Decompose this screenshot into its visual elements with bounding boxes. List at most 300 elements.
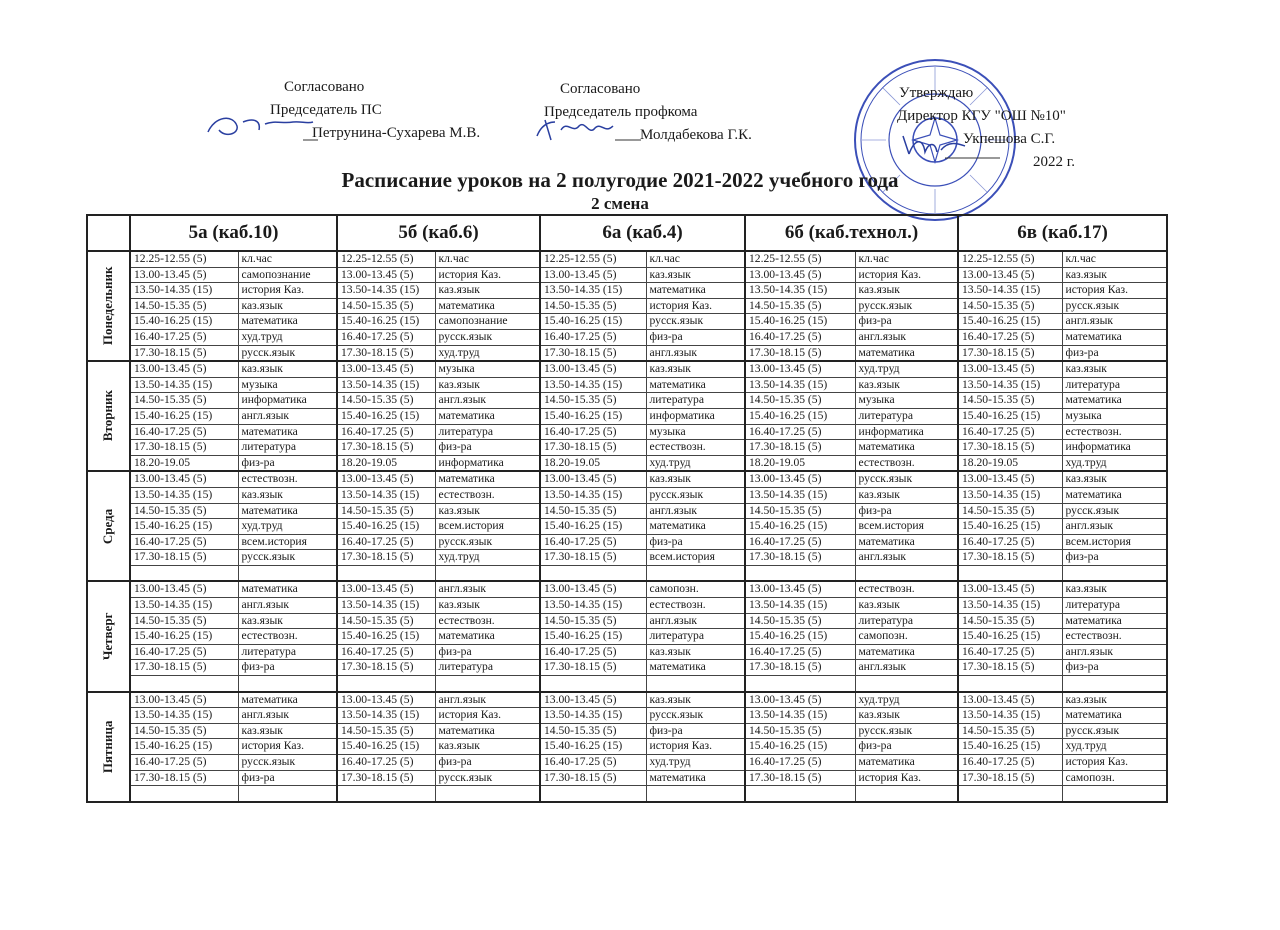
lesson-time [130, 676, 238, 692]
lesson-time: 18.20-19.05 [540, 455, 646, 471]
lesson-subject: англ.язык [1062, 519, 1167, 535]
lesson-subject: русск.язык [238, 755, 337, 771]
lesson-subject: физ-ра [238, 455, 337, 471]
lesson-time: 17.30-18.15 (5) [745, 345, 855, 361]
lesson-subject: каз.язык [1062, 471, 1167, 487]
lesson-subject: математика [1062, 329, 1167, 345]
lesson-time: 12.25-12.55 (5) [540, 251, 646, 267]
lesson-time [745, 676, 855, 692]
lesson-subject: физ-ра [435, 755, 540, 771]
lesson-subject: естествозн. [435, 613, 540, 629]
lesson-subject: самопозн. [1062, 770, 1167, 786]
lesson-time: 13.00-13.45 (5) [337, 692, 435, 708]
lesson-time: 16.40-17.25 (5) [130, 424, 238, 440]
lesson-subject: история Каз. [238, 283, 337, 299]
lesson-subject: худ.труд [1062, 455, 1167, 471]
lesson-row [87, 565, 1167, 581]
lesson-time: 13.00-13.45 (5) [337, 581, 435, 597]
lesson-time [337, 565, 435, 581]
lesson-time: 14.50-15.35 (5) [130, 723, 238, 739]
lesson-subject: математика [855, 755, 958, 771]
lesson-subject: физ-ра [238, 770, 337, 786]
lesson-time: 16.40-17.25 (5) [958, 424, 1062, 440]
lesson-time: 17.30-18.15 (5) [540, 770, 646, 786]
lesson-time: 14.50-15.35 (5) [958, 613, 1062, 629]
lesson-subject: математика [646, 660, 745, 676]
lesson-time: 17.30-18.15 (5) [337, 550, 435, 566]
lesson-subject: физ-ра [646, 723, 745, 739]
lesson-subject: физ-ра [1062, 660, 1167, 676]
lesson-subject: каз.язык [1062, 692, 1167, 708]
lesson-subject: математика [646, 283, 745, 299]
lesson-row [87, 660, 1167, 676]
lesson-time: 14.50-15.35 (5) [745, 393, 855, 409]
lesson-subject: каз.язык [855, 487, 958, 503]
lesson-subject: информатика [238, 393, 337, 409]
lesson-time: 13.50-14.35 (15) [337, 377, 435, 393]
document-subtitle: 2 смена [591, 194, 649, 213]
lesson-subject: каз.язык [646, 692, 745, 708]
lesson-subject: каз.язык [855, 598, 958, 614]
lesson-subject: естествозн. [855, 455, 958, 471]
lesson-time: 17.30-18.15 (5) [337, 770, 435, 786]
lesson-time: 13.00-13.45 (5) [337, 361, 435, 377]
schedule-body [87, 251, 1167, 802]
lesson-subject: худ.труд [435, 550, 540, 566]
lesson-row [87, 283, 1167, 299]
lesson-time: 13.50-14.35 (15) [540, 598, 646, 614]
lesson-subject: англ.язык [238, 598, 337, 614]
lesson-time [540, 676, 646, 692]
lesson-row [87, 503, 1167, 519]
lesson-time: 18.20-19.05 [130, 455, 238, 471]
lesson-row [87, 314, 1167, 330]
lesson-subject: литература [435, 660, 540, 676]
lesson-time: 15.40-16.25 (15) [337, 314, 435, 330]
lesson-time: 14.50-15.35 (5) [337, 298, 435, 314]
lesson-time: 16.40-17.25 (5) [540, 329, 646, 345]
lesson-time: 14.50-15.35 (5) [958, 393, 1062, 409]
lesson-time: 14.50-15.35 (5) [540, 613, 646, 629]
lesson-subject: история Каз. [435, 708, 540, 724]
approval-label: Согласовано [284, 79, 365, 95]
lesson-time: 13.00-13.45 (5) [540, 471, 646, 487]
lesson-subject: каз.язык [435, 283, 540, 299]
lesson-subject: русск.язык [238, 550, 337, 566]
lesson-time: 15.40-16.25 (15) [130, 739, 238, 755]
lesson-time: 13.50-14.35 (15) [745, 598, 855, 614]
lesson-time: 17.30-18.15 (5) [130, 550, 238, 566]
lesson-row [87, 440, 1167, 456]
class-header-row [87, 215, 1167, 251]
lesson-time: 13.50-14.35 (15) [540, 487, 646, 503]
lesson-subject [238, 676, 337, 692]
lesson-subject: каз.язык [646, 644, 745, 660]
lesson-subject: математика [238, 581, 337, 597]
lesson-time: 13.00-13.45 (5) [958, 692, 1062, 708]
lesson-time [958, 565, 1062, 581]
lesson-subject: литература [855, 613, 958, 629]
lesson-subject: физ-ра [435, 440, 540, 456]
lesson-subject: математика [435, 298, 540, 314]
lesson-subject: всем.история [238, 534, 337, 550]
signature-director [895, 128, 1005, 162]
lesson-time: 13.50-14.35 (15) [745, 708, 855, 724]
lesson-time: 17.30-18.15 (5) [540, 550, 646, 566]
lesson-subject: математика [435, 408, 540, 424]
lesson-row [87, 770, 1167, 786]
lesson-time: 17.30-18.15 (5) [540, 440, 646, 456]
lesson-time: 13.50-14.35 (15) [130, 377, 238, 393]
approval-position: Директор КГУ "ОШ №10" [897, 108, 1066, 124]
lesson-time: 13.00-13.45 (5) [958, 471, 1062, 487]
lesson-subject: математика [855, 644, 958, 660]
lesson-time: 17.30-18.15 (5) [540, 345, 646, 361]
lesson-subject: англ.язык [855, 329, 958, 345]
lesson-subject: математика [1062, 708, 1167, 724]
lesson-time: 16.40-17.25 (5) [337, 534, 435, 550]
lesson-subject: англ.язык [435, 393, 540, 409]
lesson-time: 14.50-15.35 (5) [130, 298, 238, 314]
lesson-time: 13.50-14.35 (15) [337, 487, 435, 503]
lesson-subject: физ-ра [855, 739, 958, 755]
lesson-subject: литература [1062, 377, 1167, 393]
lesson-time: 13.50-14.35 (15) [745, 487, 855, 503]
approval-position: Председатель профкома [544, 104, 698, 120]
lesson-time: 14.50-15.35 (5) [958, 503, 1062, 519]
lesson-subject: естествозн. [855, 581, 958, 597]
lesson-subject: русск.язык [1062, 298, 1167, 314]
lesson-time: 18.20-19.05 [337, 455, 435, 471]
lesson-subject: каз.язык [435, 598, 540, 614]
lesson-subject: худ.труд [238, 519, 337, 535]
lesson-row [87, 298, 1167, 314]
lesson-time: 16.40-17.25 (5) [958, 329, 1062, 345]
lesson-subject: история Каз. [646, 298, 745, 314]
lesson-row [87, 361, 1167, 377]
lesson-row [87, 519, 1167, 535]
lesson-subject: худ.труд [855, 692, 958, 708]
lesson-subject: физ-ра [1062, 550, 1167, 566]
lesson-time: 16.40-17.25 (5) [540, 644, 646, 660]
lesson-row [87, 723, 1167, 739]
lesson-time: 13.50-14.35 (15) [745, 283, 855, 299]
lesson-subject: история Каз. [855, 770, 958, 786]
lesson-time: 13.50-14.35 (15) [958, 283, 1062, 299]
lesson-row [87, 613, 1167, 629]
lesson-subject: физ-ра [855, 503, 958, 519]
lesson-time: 12.25-12.55 (5) [130, 251, 238, 267]
lesson-time: 13.00-13.45 (5) [130, 471, 238, 487]
lesson-subject: литература [238, 644, 337, 660]
document-title: Расписание уроков на 2 полугодие 2021-2022 учебного года [341, 168, 899, 192]
approval-label: Утверждаю [899, 85, 974, 101]
lesson-subject: каз.язык [855, 377, 958, 393]
lesson-subject: англ.язык [435, 581, 540, 597]
lesson-time: 14.50-15.35 (5) [130, 393, 238, 409]
day-label: Пятница [87, 692, 130, 802]
lesson-time [130, 786, 238, 802]
lesson-time: 17.30-18.15 (5) [958, 440, 1062, 456]
lesson-time: 16.40-17.25 (5) [540, 424, 646, 440]
lesson-time [745, 786, 855, 802]
lesson-time: 15.40-16.25 (15) [130, 629, 238, 645]
lesson-time: 16.40-17.25 (5) [130, 534, 238, 550]
lesson-time: 15.40-16.25 (15) [540, 739, 646, 755]
lesson-time: 12.25-12.55 (5) [958, 251, 1062, 267]
lesson-subject: история Каз. [238, 739, 337, 755]
lesson-subject: литература [646, 393, 745, 409]
signature-ps [203, 110, 318, 144]
lesson-subject: математика [646, 770, 745, 786]
lesson-subject [1062, 786, 1167, 802]
lesson-time: 14.50-15.35 (5) [540, 503, 646, 519]
lesson-subject [1062, 676, 1167, 692]
lesson-time: 15.40-16.25 (15) [745, 629, 855, 645]
lesson-row [87, 644, 1167, 660]
lesson-subject: худ.труд [1062, 739, 1167, 755]
lesson-subject: каз.язык [435, 503, 540, 519]
lesson-subject [855, 565, 958, 581]
lesson-time: 13.00-13.45 (5) [745, 361, 855, 377]
lesson-time: 16.40-17.25 (5) [745, 329, 855, 345]
lesson-subject: всем.история [855, 519, 958, 535]
lesson-subject: русск.язык [435, 770, 540, 786]
lesson-time: 13.50-14.35 (15) [337, 283, 435, 299]
lesson-subject: англ.язык [855, 660, 958, 676]
lesson-time: 13.50-14.35 (15) [540, 708, 646, 724]
lesson-row [87, 534, 1167, 550]
lesson-subject: математика [238, 314, 337, 330]
lesson-row [87, 424, 1167, 440]
lesson-subject: естествозн. [646, 598, 745, 614]
lesson-time: 14.50-15.35 (5) [958, 723, 1062, 739]
lesson-row [87, 471, 1167, 487]
lesson-time: 13.00-13.45 (5) [745, 692, 855, 708]
lesson-subject: русск.язык [855, 723, 958, 739]
lesson-subject: музыка [1062, 408, 1167, 424]
lesson-time: 16.40-17.25 (5) [745, 424, 855, 440]
lesson-time: 16.40-17.25 (5) [337, 329, 435, 345]
lesson-row [87, 550, 1167, 566]
lesson-time: 15.40-16.25 (15) [337, 629, 435, 645]
lesson-subject: история Каз. [1062, 283, 1167, 299]
lesson-subject: каз.язык [646, 267, 745, 283]
lesson-subject: англ.язык [855, 550, 958, 566]
lesson-subject: каз.язык [646, 361, 745, 377]
lesson-time: 15.40-16.25 (15) [540, 408, 646, 424]
lesson-time [337, 786, 435, 802]
lesson-time: 15.40-16.25 (15) [745, 314, 855, 330]
class-header: 6в (каб.17) [958, 215, 1167, 251]
lesson-subject: англ.язык [1062, 314, 1167, 330]
lesson-subject: информатика [855, 424, 958, 440]
lesson-time [540, 786, 646, 802]
lesson-time: 13.50-14.35 (15) [745, 377, 855, 393]
lesson-subject: кл.час [646, 251, 745, 267]
lesson-subject: каз.язык [238, 723, 337, 739]
lesson-subject: англ.язык [1062, 644, 1167, 660]
lesson-subject: литература [1062, 598, 1167, 614]
lesson-subject: каз.язык [1062, 581, 1167, 597]
lesson-subject: физ-ра [1062, 345, 1167, 361]
lesson-time: 13.00-13.45 (5) [540, 692, 646, 708]
lesson-time: 15.40-16.25 (15) [337, 739, 435, 755]
lesson-time: 17.30-18.15 (5) [745, 770, 855, 786]
day-label: Понедельник [87, 251, 130, 361]
lesson-row [87, 393, 1167, 409]
lesson-time: 15.40-16.25 (15) [958, 739, 1062, 755]
lesson-subject [646, 565, 745, 581]
lesson-time: 14.50-15.35 (5) [745, 723, 855, 739]
lesson-subject: естествозн. [238, 471, 337, 487]
lesson-subject [646, 786, 745, 802]
lesson-time: 13.00-13.45 (5) [745, 471, 855, 487]
lesson-time: 14.50-15.35 (5) [130, 613, 238, 629]
lesson-time: 13.00-13.45 (5) [958, 267, 1062, 283]
lesson-time: 13.00-13.45 (5) [745, 581, 855, 597]
lesson-time: 14.50-15.35 (5) [540, 298, 646, 314]
lesson-time: 18.20-19.05 [958, 455, 1062, 471]
lesson-time: 14.50-15.35 (5) [745, 613, 855, 629]
lesson-subject: физ-ра [646, 534, 745, 550]
lesson-subject: музыка [435, 361, 540, 377]
lesson-time: 13.00-13.45 (5) [540, 361, 646, 377]
lesson-subject: каз.язык [855, 283, 958, 299]
lesson-time: 14.50-15.35 (5) [540, 723, 646, 739]
schedule-table [86, 214, 1168, 803]
lesson-time: 15.40-16.25 (15) [958, 408, 1062, 424]
lesson-time [958, 786, 1062, 802]
lesson-time: 16.40-17.25 (5) [958, 534, 1062, 550]
lesson-time: 12.25-12.55 (5) [337, 251, 435, 267]
lesson-row [87, 676, 1167, 692]
lesson-subject [435, 786, 540, 802]
lesson-subject [855, 676, 958, 692]
lesson-time: 13.50-14.35 (15) [958, 708, 1062, 724]
day-label: Вторник [87, 361, 130, 471]
lesson-time: 15.40-16.25 (15) [337, 519, 435, 535]
lesson-time: 16.40-17.25 (5) [540, 755, 646, 771]
lesson-time: 16.40-17.25 (5) [540, 534, 646, 550]
class-header: 5а (каб.10) [130, 215, 337, 251]
lesson-time: 13.50-14.35 (15) [958, 377, 1062, 393]
lesson-subject [435, 676, 540, 692]
lesson-time: 13.00-13.45 (5) [540, 267, 646, 283]
lesson-subject: литература [855, 408, 958, 424]
lesson-time: 14.50-15.35 (5) [130, 503, 238, 519]
signature-profkom [533, 112, 643, 146]
lesson-time: 14.50-15.35 (5) [337, 503, 435, 519]
lesson-row [87, 251, 1167, 267]
lesson-subject: каз.язык [1062, 267, 1167, 283]
lesson-subject [646, 676, 745, 692]
lesson-time: 15.40-16.25 (15) [958, 629, 1062, 645]
lesson-subject: каз.язык [238, 361, 337, 377]
approval-date: 2022 г. [1033, 154, 1075, 170]
lesson-time: 13.50-14.35 (15) [337, 598, 435, 614]
lesson-subject: англ.язык [238, 408, 337, 424]
lesson-subject: русск.язык [646, 487, 745, 503]
lesson-row [87, 345, 1167, 361]
lesson-subject: каз.язык [238, 298, 337, 314]
lesson-subject: естествозн. [435, 487, 540, 503]
lesson-time: 13.50-14.35 (15) [130, 487, 238, 503]
day-label: Среда [87, 471, 130, 581]
lesson-subject: худ.труд [238, 329, 337, 345]
lesson-subject: худ.труд [435, 345, 540, 361]
lesson-time: 13.50-14.35 (15) [130, 598, 238, 614]
lesson-subject: математика [238, 692, 337, 708]
lesson-subject: музыка [855, 393, 958, 409]
lesson-time [958, 676, 1062, 692]
lesson-row [87, 487, 1167, 503]
lesson-time: 17.30-18.15 (5) [958, 345, 1062, 361]
lesson-time: 14.50-15.35 (5) [337, 613, 435, 629]
lesson-subject: математика [435, 723, 540, 739]
lesson-subject [1062, 565, 1167, 581]
lesson-row [87, 786, 1167, 802]
lesson-row [87, 598, 1167, 614]
lesson-time: 13.50-14.35 (15) [540, 283, 646, 299]
lesson-time: 13.50-14.35 (15) [540, 377, 646, 393]
lesson-time: 13.00-13.45 (5) [540, 581, 646, 597]
lesson-subject: англ.язык [646, 613, 745, 629]
lesson-row [87, 581, 1167, 597]
lesson-subject: математика [855, 534, 958, 550]
lesson-time: 14.50-15.35 (5) [337, 723, 435, 739]
lesson-time: 16.40-17.25 (5) [958, 755, 1062, 771]
lesson-subject: кл.час [1062, 251, 1167, 267]
lesson-subject: самопозн. [646, 581, 745, 597]
lesson-subject: естествозн. [646, 440, 745, 456]
lesson-time [337, 676, 435, 692]
approval-position: Председатель ПС [270, 102, 382, 118]
lesson-subject: кл.час [855, 251, 958, 267]
lesson-subject: русск.язык [1062, 723, 1167, 739]
lesson-subject: естествозн. [1062, 424, 1167, 440]
lesson-subject: физ-ра [646, 329, 745, 345]
lesson-time: 15.40-16.25 (15) [130, 314, 238, 330]
lesson-time: 15.40-16.25 (15) [958, 519, 1062, 535]
lesson-subject: худ.труд [646, 755, 745, 771]
lesson-time: 14.50-15.35 (5) [958, 298, 1062, 314]
lesson-time: 15.40-16.25 (15) [130, 408, 238, 424]
lesson-subject: информатика [435, 455, 540, 471]
lesson-time: 13.00-13.45 (5) [745, 267, 855, 283]
lesson-row [87, 377, 1167, 393]
lesson-subject: математика [238, 424, 337, 440]
lesson-time: 15.40-16.25 (15) [958, 314, 1062, 330]
lesson-row [87, 739, 1167, 755]
lesson-time: 17.30-18.15 (5) [130, 440, 238, 456]
lesson-time: 15.40-16.25 (15) [540, 519, 646, 535]
lesson-subject: математика [1062, 613, 1167, 629]
lesson-time: 14.50-15.35 (5) [745, 298, 855, 314]
lesson-time: 12.25-12.55 (5) [745, 251, 855, 267]
lesson-time: 13.00-13.45 (5) [130, 361, 238, 377]
lesson-time: 17.30-18.15 (5) [130, 345, 238, 361]
lesson-time [540, 565, 646, 581]
lesson-time: 17.30-18.15 (5) [745, 440, 855, 456]
corner-cell [87, 215, 130, 251]
lesson-subject: математика [238, 503, 337, 519]
lesson-row [87, 408, 1167, 424]
lesson-subject: литература [238, 440, 337, 456]
lesson-time: 16.40-17.25 (5) [958, 644, 1062, 660]
lesson-time: 15.40-16.25 (15) [745, 408, 855, 424]
lesson-time: 13.00-13.45 (5) [958, 361, 1062, 377]
